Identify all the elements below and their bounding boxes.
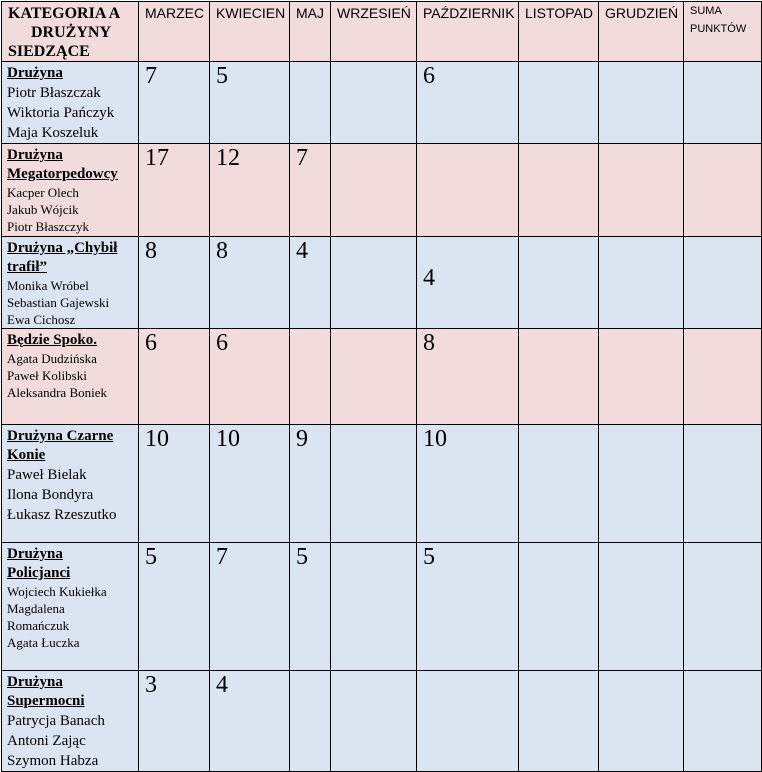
team-row <box>2 671 762 772</box>
score-cell <box>599 543 684 671</box>
team-member: Piotr Błaszczyk <box>7 219 89 234</box>
score-cell: 5 <box>139 543 210 671</box>
score-cell: 5 <box>210 62 290 144</box>
team-name: Konie <box>7 447 46 463</box>
team-cell <box>2 671 139 772</box>
team-row <box>2 425 762 543</box>
score-cell: 7 <box>210 543 290 671</box>
score-cell <box>519 425 599 543</box>
sum-cell <box>684 425 762 543</box>
team-member: Maja Koszeluk <box>7 125 99 141</box>
score-cell <box>599 144 684 237</box>
score-cell <box>519 62 599 144</box>
team-name: Będzie Spoko. <box>7 332 98 348</box>
team-member: Łukasz Rzeszutko <box>7 507 117 523</box>
score-cell <box>331 425 417 543</box>
score-cell <box>417 671 519 772</box>
team-member: Aleksandra Boniek <box>7 385 108 400</box>
team-name: Drużyna <box>7 65 63 81</box>
category-line-3: SIEDZĄCE <box>8 43 90 60</box>
team-name: Supermocni <box>7 693 85 709</box>
month-header-november: LISTOPAD <box>519 2 599 62</box>
team-name: Drużyna <box>7 674 63 690</box>
score-cell <box>519 237 599 329</box>
month-header-april: KWIECIEN <box>210 2 290 62</box>
team-member: Piotr Błaszczak <box>7 85 101 101</box>
team-row <box>2 62 762 144</box>
team-member: Szymon Habza <box>7 753 99 769</box>
team-name: Drużyna <box>7 546 63 562</box>
team-member: Wiktoria Pańczyk <box>7 105 115 121</box>
score-cell <box>331 144 417 237</box>
score-cell: 4 <box>210 671 290 772</box>
score-cell <box>599 329 684 425</box>
score-cell: 8 <box>210 237 290 329</box>
team-cell <box>2 329 139 425</box>
score-cell <box>331 671 417 772</box>
team-member: Kacper Olech <box>7 185 79 200</box>
team-name: Drużyna <box>7 147 63 163</box>
score-cell <box>599 237 684 329</box>
team-name: Drużyna Czarne <box>7 428 114 444</box>
category-line-1: KATEGORIA A <box>8 5 121 22</box>
sum-header-line-2: PUNKTÓW <box>690 23 747 35</box>
team-cell <box>2 425 139 543</box>
score-cell <box>599 62 684 144</box>
sum-cell <box>684 144 762 237</box>
sum-header-line-1: SUMA <box>690 5 722 17</box>
team-row <box>2 237 762 329</box>
team-name: Megatorpedowcy <box>7 166 118 182</box>
team-cell <box>2 237 139 329</box>
sum-cell <box>684 671 762 772</box>
score-cell <box>290 329 331 425</box>
score-cell: 7 <box>139 62 210 144</box>
score-cell: 6 <box>417 62 519 144</box>
category-line-2: DRUŻYNY <box>31 24 111 41</box>
team-member: Magdalena <box>7 601 65 616</box>
score-cell: 12 <box>210 144 290 237</box>
team-cell <box>2 543 139 671</box>
sum-cell <box>684 329 762 425</box>
score-cell <box>290 671 331 772</box>
score-cell: 6 <box>210 329 290 425</box>
team-row <box>2 144 762 237</box>
header-row <box>2 2 762 62</box>
score-cell: 5 <box>417 543 519 671</box>
sum-cell <box>684 237 762 329</box>
score-cell: 10 <box>139 425 210 543</box>
score-cell <box>331 62 417 144</box>
score-cell: 8 <box>417 329 519 425</box>
team-member: Ewa Cichosz <box>7 312 76 327</box>
team-cell <box>2 144 139 237</box>
team-member: Agata Dudzińska <box>7 351 97 366</box>
team-member: Romańczuk <box>7 618 70 633</box>
score-cell <box>290 62 331 144</box>
score-table <box>1 1 762 772</box>
score-cell <box>599 671 684 772</box>
score-cell <box>519 144 599 237</box>
month-header-december: GRUDZIEŃ <box>599 2 684 62</box>
score-cell: 4 <box>290 237 331 329</box>
team-member: Sebastian Gajewski <box>7 295 110 310</box>
month-header-october: PAŹDZIERNIK <box>417 2 519 62</box>
score-cell: 10 <box>417 425 519 543</box>
month-header-may: MAJ <box>290 2 331 62</box>
score-cell: 9 <box>290 425 331 543</box>
team-member: Paweł Kolibski <box>7 368 87 383</box>
score-cell <box>519 543 599 671</box>
score-cell: 4 <box>417 237 519 329</box>
score-cell: 10 <box>210 425 290 543</box>
team-name: Policjanci <box>7 565 71 581</box>
score-cell <box>599 425 684 543</box>
sum-header <box>684 2 762 62</box>
score-cell: 8 <box>139 237 210 329</box>
team-member: Paweł Bielak <box>7 467 87 483</box>
team-member: Jakub Wójcik <box>7 202 79 217</box>
team-member: Antoni Zając <box>7 733 86 749</box>
month-header-september: WRZESIEŃ <box>331 2 417 62</box>
score-cell: 7 <box>290 144 331 237</box>
team-member: Wojciech Kukiełka <box>7 584 107 599</box>
score-cell <box>519 671 599 772</box>
score-cell: 5 <box>290 543 331 671</box>
team-cell <box>2 62 139 144</box>
score-cell: 17 <box>139 144 210 237</box>
team-member: Patrycja Banach <box>7 713 105 729</box>
sum-cell <box>684 62 762 144</box>
sum-cell <box>684 543 762 671</box>
team-name: trafił” <box>7 259 47 275</box>
team-row <box>2 543 762 671</box>
category-header <box>2 2 139 62</box>
score-cell <box>417 144 519 237</box>
team-name: Drużyna „Chybił <box>7 240 118 256</box>
month-header-march: MARZEC <box>139 2 210 62</box>
team-member: Ilona Bondyra <box>7 487 94 503</box>
team-member: Agata Łuczka <box>7 635 80 650</box>
score-cell: 3 <box>139 671 210 772</box>
score-cell <box>331 543 417 671</box>
score-cell <box>331 329 417 425</box>
score-cell: 6 <box>139 329 210 425</box>
score-cell <box>331 237 417 329</box>
score-cell <box>519 329 599 425</box>
team-member: Monika Wróbel <box>7 278 89 293</box>
team-row <box>2 329 762 425</box>
